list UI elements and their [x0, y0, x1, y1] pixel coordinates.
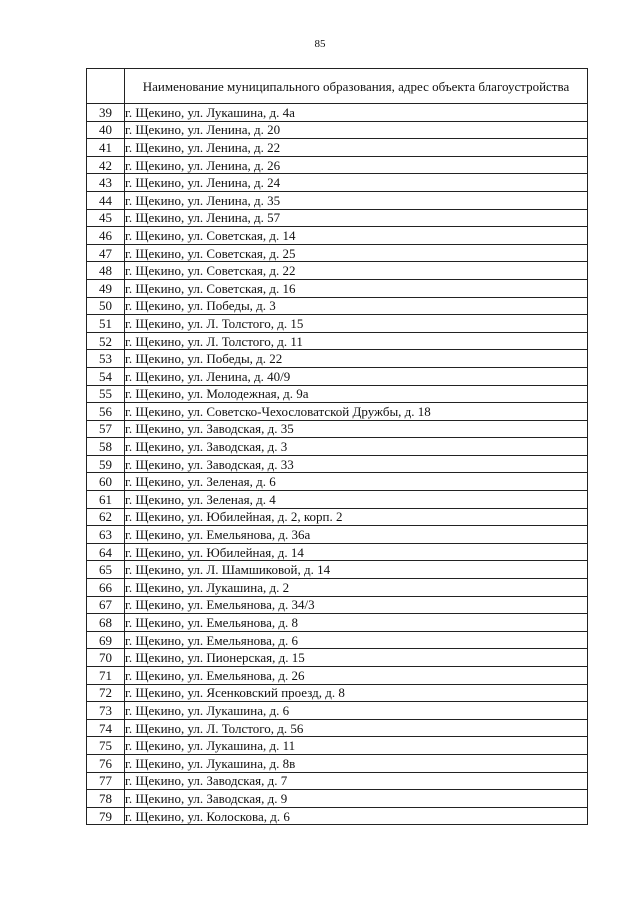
row-address: г. Щекино, ул. Советско-Чехословатской Дружбы, д. 18: [125, 403, 588, 421]
table-row: [87, 139, 588, 157]
row-number: 71: [87, 667, 125, 685]
table-row: [87, 719, 588, 737]
row-address: г. Щекино, ул. Заводская, д. 35: [125, 420, 588, 438]
table-row: [87, 526, 588, 544]
row-number: 55: [87, 385, 125, 403]
table-row: [87, 174, 588, 192]
page-number: 85: [314, 38, 326, 50]
row-number: 77: [87, 772, 125, 790]
row-address: г. Щекино, ул. Ленина, д. 57: [125, 209, 588, 227]
address-column-header: Наименование муниципального образования, адрес объекта благоустройства: [125, 69, 588, 104]
row-number: 45: [87, 209, 125, 227]
row-number: 64: [87, 543, 125, 561]
row-address: г. Щекино, ул. Юбилейная, д. 2, корп. 2: [125, 508, 588, 526]
row-address: г. Щекино, ул. Емельянова, д. 34/3: [125, 596, 588, 614]
table-row: [87, 279, 588, 297]
table-row: [87, 772, 588, 790]
table-row: [87, 702, 588, 720]
table-row: [87, 684, 588, 702]
row-number: 53: [87, 350, 125, 368]
row-address: г. Щекино, ул. Ленина, д. 26: [125, 156, 588, 174]
table-row: [87, 156, 588, 174]
row-number: 76: [87, 754, 125, 772]
row-address: г. Щекино, ул. Л. Шамшиковой, д. 14: [125, 561, 588, 579]
row-address: г. Щекино, ул. Лукашина, д. 8в: [125, 754, 588, 772]
row-address: г. Щекино, ул. Ленина, д. 20: [125, 121, 588, 139]
table-row: [87, 649, 588, 667]
row-number: 61: [87, 491, 125, 509]
row-number: 73: [87, 702, 125, 720]
row-number: 79: [87, 807, 125, 825]
row-number: 75: [87, 737, 125, 755]
row-address: г. Щекино, ул. Л. Толстого, д. 11: [125, 332, 588, 350]
table-row: [87, 420, 588, 438]
row-address: г. Щекино, ул. Ленина, д. 40/9: [125, 367, 588, 385]
row-address: г. Щекино, ул. Зеленая, д. 6: [125, 473, 588, 491]
table-row: [87, 596, 588, 614]
table-row: [87, 104, 588, 122]
row-address: г. Щекино, ул. Лукашина, д. 11: [125, 737, 588, 755]
row-address: г. Щекино, ул. Советская, д. 22: [125, 262, 588, 280]
row-number: 42: [87, 156, 125, 174]
table-row: [87, 737, 588, 755]
table-row: [87, 191, 588, 209]
row-number: 54: [87, 367, 125, 385]
address-table: [86, 68, 588, 825]
row-number: 60: [87, 473, 125, 491]
table-row: [87, 807, 588, 825]
table-row: [87, 754, 588, 772]
row-number: 78: [87, 790, 125, 808]
table-row: [87, 315, 588, 333]
row-address: г. Щекино, ул. Ленина, д. 22: [125, 139, 588, 157]
row-address: г. Щекино, ул. Лукашина, д. 2: [125, 579, 588, 597]
row-address: г. Щекино, ул. Л. Толстого, д. 56: [125, 719, 588, 737]
table-row: [87, 403, 588, 421]
row-number: 63: [87, 526, 125, 544]
row-number: 59: [87, 455, 125, 473]
table-row: [87, 631, 588, 649]
row-address: г. Щекино, ул. Победы, д. 3: [125, 297, 588, 315]
table-row: [87, 790, 588, 808]
row-address: г. Щекино, ул. Л. Толстого, д. 15: [125, 315, 588, 333]
row-address: г. Щекино, ул. Емельянова, д. 6: [125, 631, 588, 649]
row-number: 68: [87, 614, 125, 632]
row-address: г. Щекино, ул. Юбилейная, д. 14: [125, 543, 588, 561]
number-column-header: [87, 69, 125, 104]
row-number: 57: [87, 420, 125, 438]
row-address: г. Щекино, ул. Ленина, д. 35: [125, 191, 588, 209]
row-number: 44: [87, 191, 125, 209]
row-address: г. Щекино, ул. Колоскова, д. 6: [125, 807, 588, 825]
row-number: 70: [87, 649, 125, 667]
table-row: [87, 491, 588, 509]
row-number: 49: [87, 279, 125, 297]
row-number: 67: [87, 596, 125, 614]
row-address: г. Щекино, ул. Лукашина, д. 6: [125, 702, 588, 720]
table-row: [87, 262, 588, 280]
row-address: г. Щекино, ул. Лукашина, д. 4а: [125, 104, 588, 122]
table-row: [87, 508, 588, 526]
row-number: 58: [87, 438, 125, 456]
row-address: г. Щекино, ул. Ленина, д. 24: [125, 174, 588, 192]
row-number: 46: [87, 227, 125, 245]
row-address: г. Щекино, ул. Заводская, д. 3: [125, 438, 588, 456]
row-address: г. Щекино, ул. Советская, д. 16: [125, 279, 588, 297]
table-row: [87, 350, 588, 368]
row-number: 72: [87, 684, 125, 702]
table-body: [87, 104, 588, 825]
row-address: г. Щекино, ул. Советская, д. 14: [125, 227, 588, 245]
row-address: г. Щекино, ул. Заводская, д. 33: [125, 455, 588, 473]
row-address: г. Щекино, ул. Емельянова, д. 8: [125, 614, 588, 632]
row-address: г. Щекино, ул. Заводская, д. 9: [125, 790, 588, 808]
table-row: [87, 385, 588, 403]
table-row: [87, 332, 588, 350]
row-number: 39: [87, 104, 125, 122]
table-row: [87, 614, 588, 632]
row-address: г. Щекино, ул. Зеленая, д. 4: [125, 491, 588, 509]
table-row: [87, 121, 588, 139]
row-number: 74: [87, 719, 125, 737]
table-row: [87, 297, 588, 315]
table-row: [87, 227, 588, 245]
row-address: г. Щекино, ул. Ясенковский проезд, д. 8: [125, 684, 588, 702]
row-number: 48: [87, 262, 125, 280]
row-number: 51: [87, 315, 125, 333]
row-number: 43: [87, 174, 125, 192]
table-row: [87, 244, 588, 262]
row-address: г. Щекино, ул. Емельянова, д. 36а: [125, 526, 588, 544]
table-header-row: [87, 69, 588, 104]
row-address: г. Щекино, ул. Молодежная, д. 9а: [125, 385, 588, 403]
row-number: 47: [87, 244, 125, 262]
table-row: [87, 473, 588, 491]
row-number: 65: [87, 561, 125, 579]
table-row: [87, 561, 588, 579]
table-row: [87, 367, 588, 385]
row-number: 56: [87, 403, 125, 421]
table-row: [87, 209, 588, 227]
row-number: 40: [87, 121, 125, 139]
table-row: [87, 438, 588, 456]
row-address: г. Щекино, ул. Пионерская, д. 15: [125, 649, 588, 667]
row-number: 52: [87, 332, 125, 350]
row-address: г. Щекино, ул. Победы, д. 22: [125, 350, 588, 368]
row-number: 50: [87, 297, 125, 315]
table-row: [87, 455, 588, 473]
row-number: 69: [87, 631, 125, 649]
table-row: [87, 667, 588, 685]
table-row: [87, 543, 588, 561]
row-address: г. Щекино, ул. Советская, д. 25: [125, 244, 588, 262]
row-address: г. Щекино, ул. Емельянова, д. 26: [125, 667, 588, 685]
row-number: 41: [87, 139, 125, 157]
row-number: 66: [87, 579, 125, 597]
row-number: 62: [87, 508, 125, 526]
table-row: [87, 579, 588, 597]
row-address: г. Щекино, ул. Заводская, д. 7: [125, 772, 588, 790]
